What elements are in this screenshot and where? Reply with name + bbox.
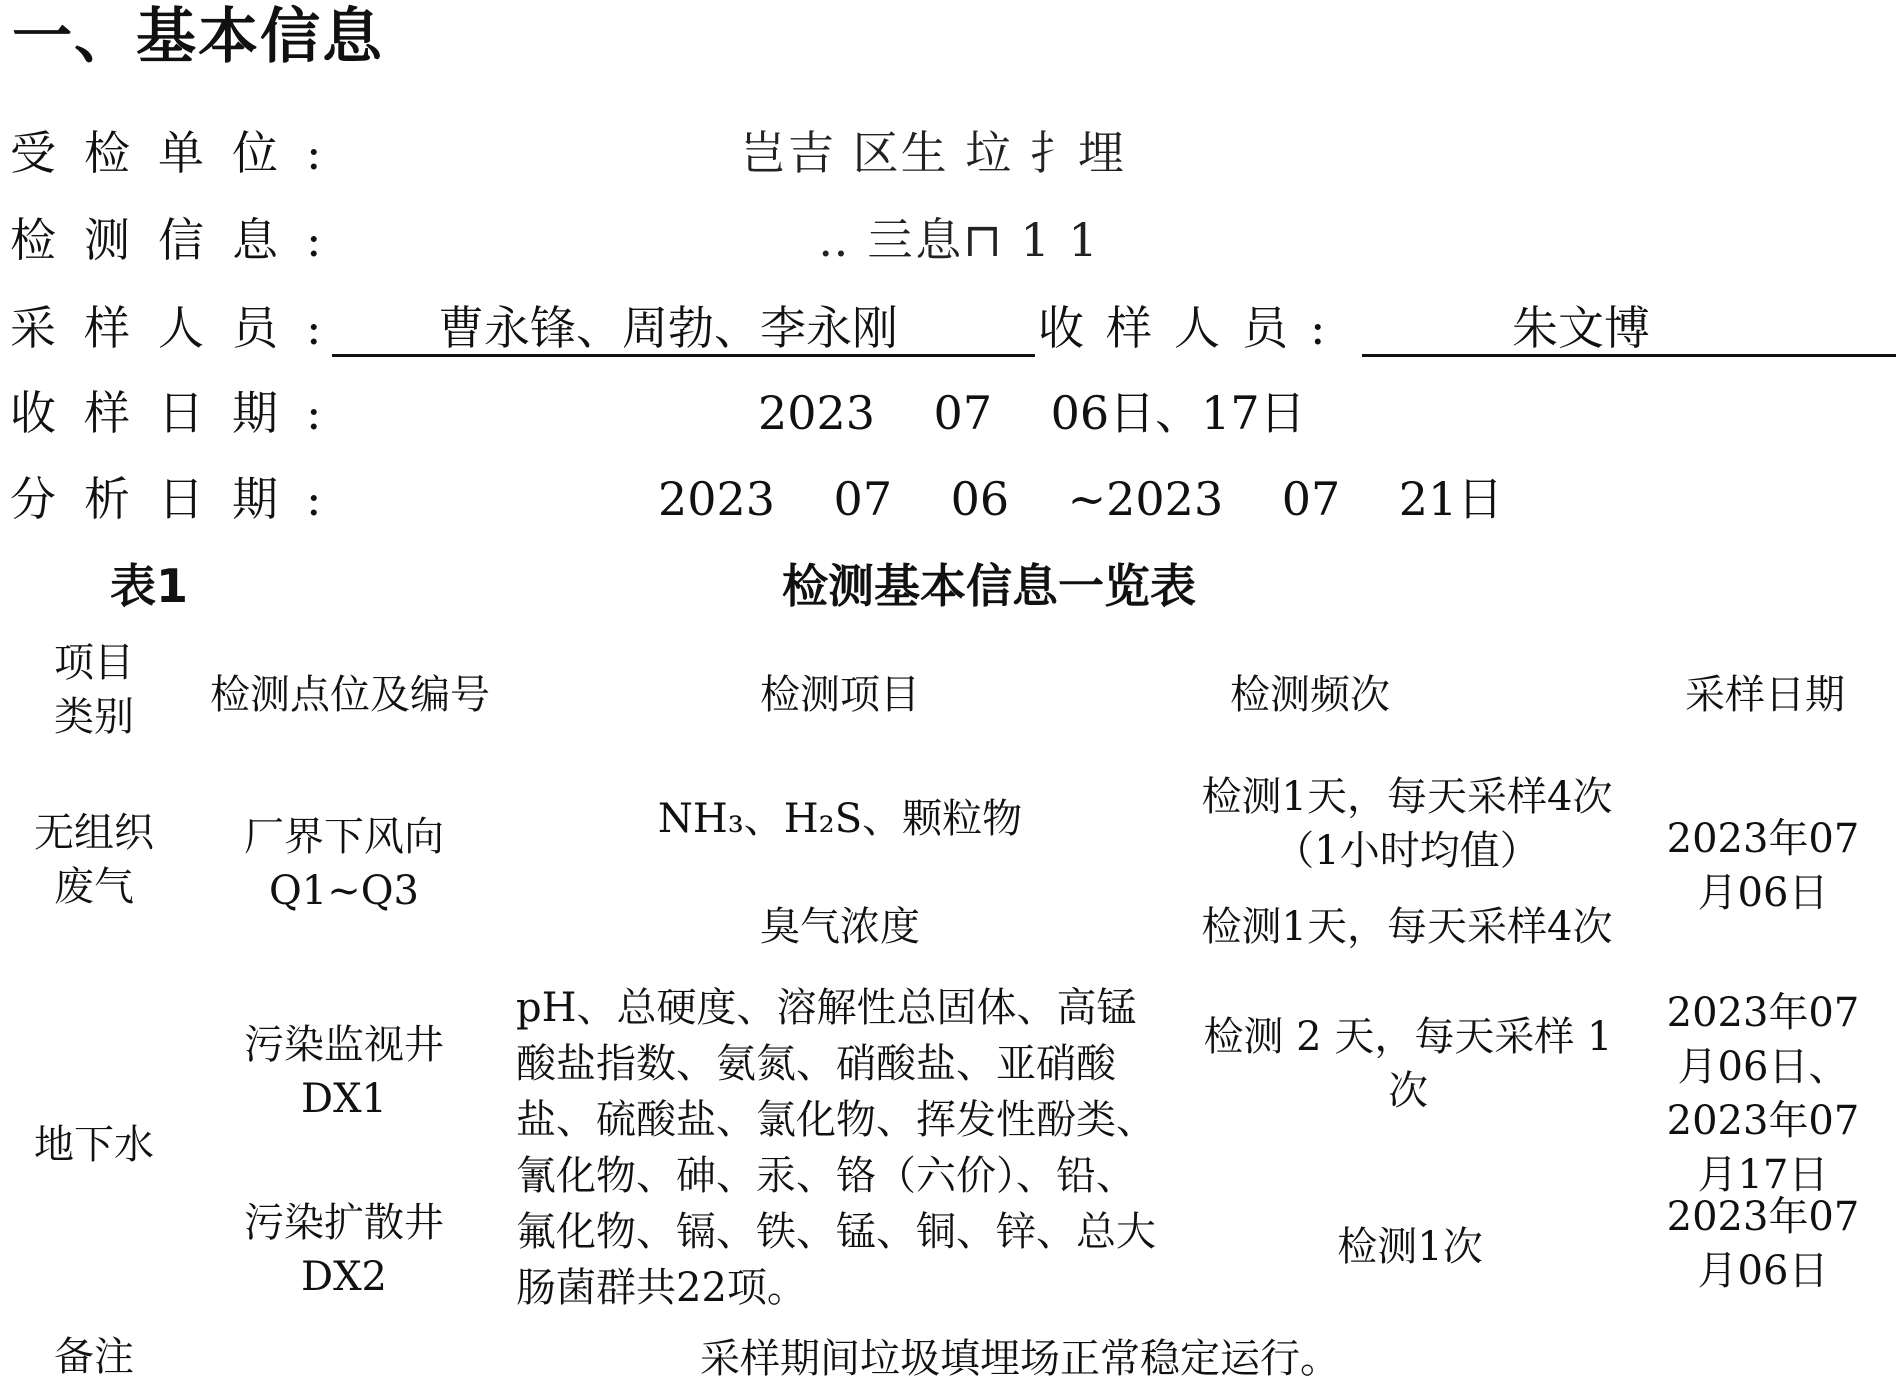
sampler-value: 曹永锋、周勃、李永刚	[438, 301, 898, 355]
air-date: 2023年07月06日	[1666, 816, 1860, 916]
receiver-underline	[1362, 354, 1896, 357]
header-date: 采样日期	[1685, 672, 1845, 718]
groundwater-frequency-2: 检测1次	[1337, 1224, 1483, 1270]
header-category: 项目类别	[54, 640, 134, 740]
sampler-underline	[332, 354, 1035, 357]
inspected-unit-value: 岂吉 区生 垃 扌埋	[740, 126, 1126, 180]
sampler-label: 采样人员:	[10, 301, 350, 355]
header-point: 检测点位及编号	[210, 672, 490, 718]
header-items: 检测项目	[760, 672, 920, 718]
groundwater-items: pH、总硬度、溶解性总固体、高锰酸盐指数、氨氮、硝酸盐、亚硝酸盐、硫酸盐、氯化物、挥发性酚类、氰化物、砷、汞、铬（六价）、铅、氟化物、镉、铁、锰、铜、锌、总大肠菌群共22项。	[516, 985, 1156, 1311]
detection-info-value: ‥ 亖息⊓ 1 1	[818, 213, 1100, 267]
air-frequency-2: 检测1天，每天采样4次	[1201, 904, 1613, 950]
table-number: 表1	[110, 559, 189, 613]
groundwater-date-1: 2023年07月06日、2023年07月17日	[1666, 990, 1860, 1198]
info-row-personnel	[0, 293, 1896, 363]
analysis-date-label: 分析日期:	[10, 472, 350, 526]
header-frequency: 检测频次	[1230, 672, 1390, 718]
air-point: 厂界下风向Q1~Q3	[244, 814, 444, 914]
detection-info-label: 检测信息:	[10, 213, 350, 267]
receiver-label: 收样人员:	[1038, 301, 1348, 355]
inspected-unit-label: 受检单位:	[10, 126, 350, 180]
receive-date-value: 2023 07 06日、17日	[758, 386, 1306, 440]
table-title: 检测基本信息一览表	[782, 559, 1196, 613]
groundwater-point-1: 污染监视井DX1	[244, 1022, 444, 1122]
remark-value: 采样期间垃圾填埋场正常稳定运行。	[700, 1336, 1340, 1382]
info-row-detection-info	[0, 205, 1896, 275]
info-row-receive-date	[0, 378, 1896, 448]
groundwater-category: 地下水	[34, 1122, 154, 1168]
groundwater-point-2: 污染扩散井DX2	[244, 1200, 444, 1300]
groundwater-frequency-1: 检测 2 天，每天采样 1 次	[1203, 1014, 1613, 1114]
air-category: 无组织废气	[34, 810, 154, 910]
air-items-1: NH₃、H₂S、颗粒物	[657, 796, 1023, 842]
air-frequency-1: 检测1天，每天采样4次（1小时均值）	[1201, 774, 1613, 874]
air-items-2: 臭气浓度	[760, 904, 920, 950]
analysis-date-value: 2023 07 06 ~2023 07 21日	[658, 472, 1504, 526]
receiver-value: 朱文博	[1512, 301, 1650, 355]
info-row-inspected-unit	[0, 118, 1896, 188]
remark-label: 备注	[54, 1334, 134, 1380]
section-title: 一、基本信息	[12, 2, 384, 72]
groundwater-date-2: 2023年07月06日	[1666, 1194, 1860, 1294]
receive-date-label: 收样日期:	[10, 386, 350, 440]
info-row-analysis-date	[0, 464, 1896, 534]
